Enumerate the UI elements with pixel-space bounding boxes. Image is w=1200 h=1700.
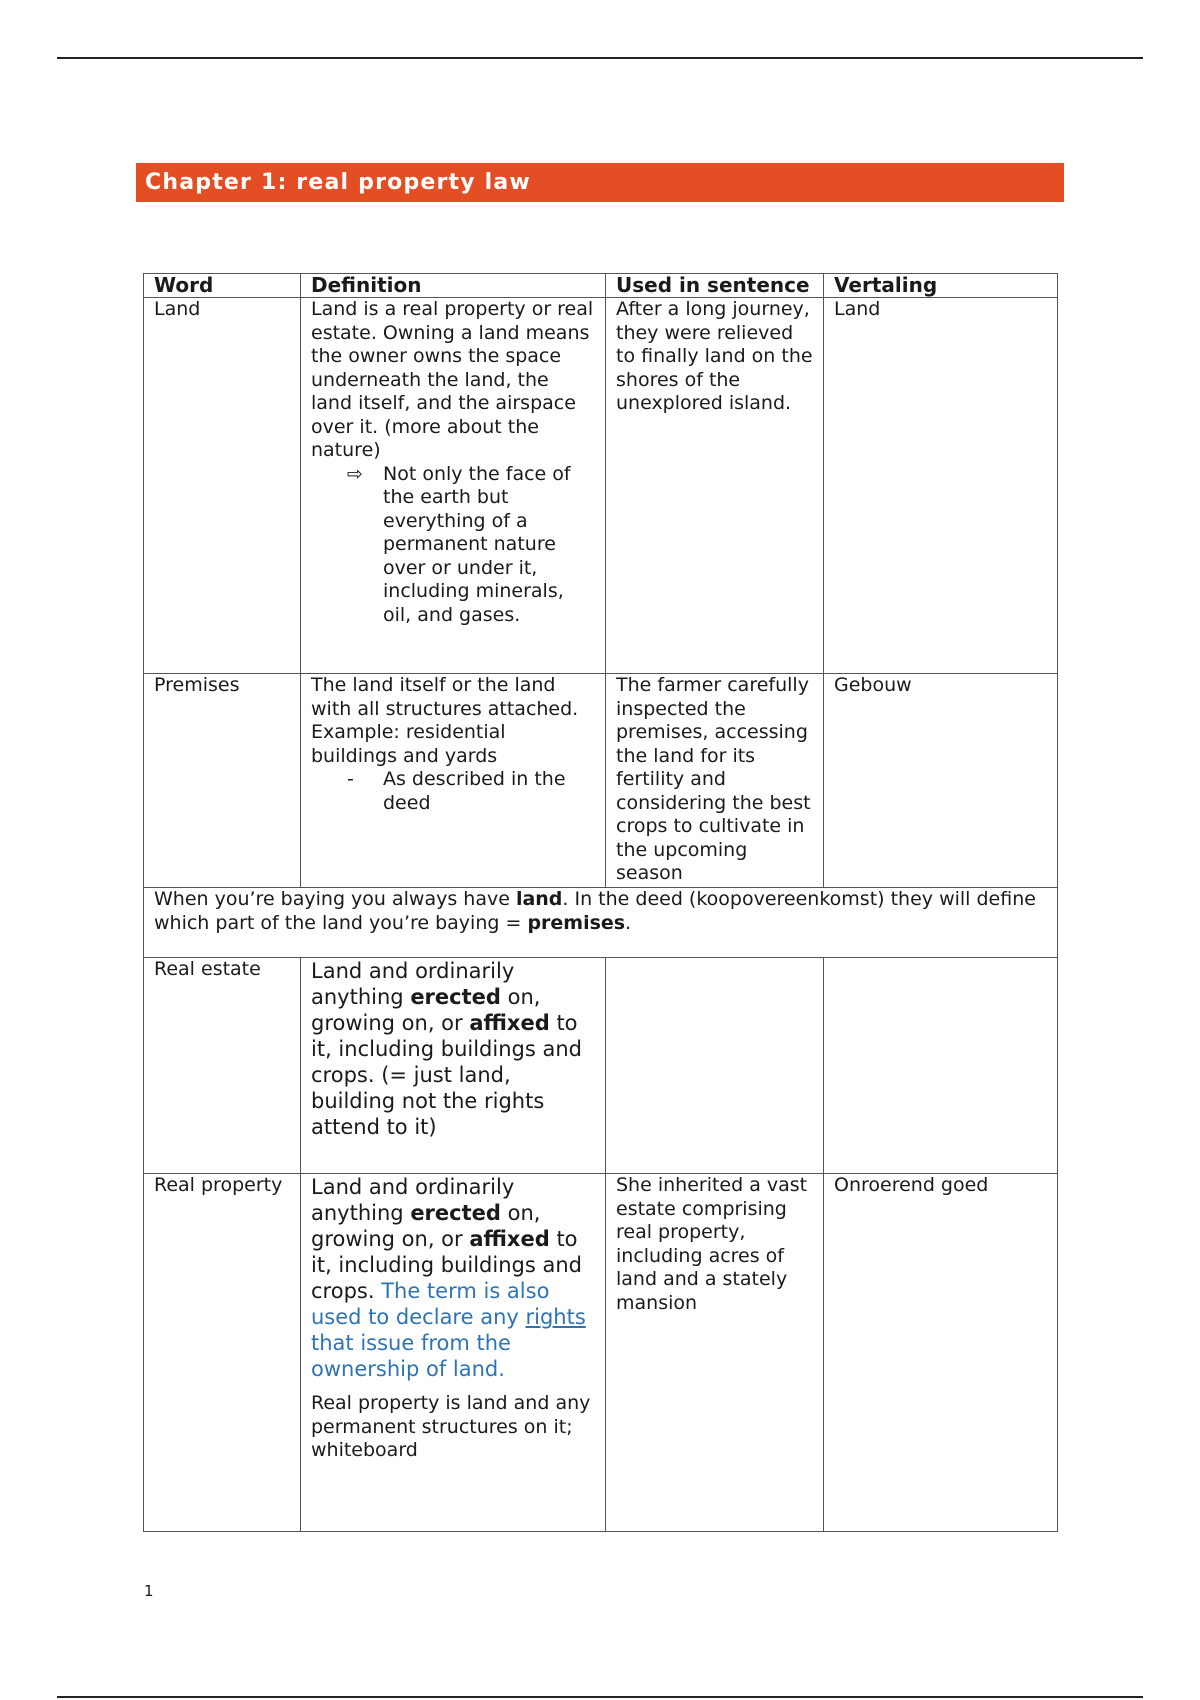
header-definition: Definition <box>301 274 606 298</box>
definition-text: Land and ordinarily anything erected on, growing on, or affixed to it, including buildings and crops. The term is also used to declare any rights that issue from the ownership of land. <box>311 1175 586 1381</box>
page-number: 1 <box>144 1582 154 1600</box>
definition-text: The land itself or the land with all structures attached. Example: residential buildings and yards <box>311 674 579 767</box>
bullet-text: As described in the deed <box>383 768 566 814</box>
translation-cell <box>824 958 1058 1174</box>
definition-text: Land is a real property or real estate. Owning a land means the owner owns the space underneath the land, the land itself, and the airspace over it. (more about the nature) <box>311 298 594 461</box>
note-bold-land: land <box>515 888 563 910</box>
definition-bullet <box>311 768 595 815</box>
definition-cell <box>301 1174 606 1532</box>
sentence-cell: The farmer carefully inspected the premises, accessing the land for its fertility and considering the best crops to cultivate in the upcoming season <box>606 674 824 888</box>
bullet-text: Not only the face of the earth but everything of a permanent nature over or under it, including minerals, oil, and gases. <box>383 462 571 626</box>
header-word: Word <box>144 274 301 298</box>
table-row <box>144 958 1058 1174</box>
translation-cell: Land <box>824 298 1058 674</box>
vocabulary-table <box>143 273 1058 1532</box>
rights-link[interactable]: rights <box>525 1305 586 1329</box>
word-cell: Land <box>144 298 301 674</box>
table-row <box>144 1174 1058 1532</box>
arrow-bullet-icon: ⇨ <box>347 462 363 485</box>
table-row <box>144 674 1058 888</box>
definition-cell: Land and ordinarily anything erected on, growing on, or affixed to it, including buildings and crops. (= just land, building not the rights attend to it) <box>301 958 606 1174</box>
note-cell: When you’re baying you always have land. In the deed (koopovereenkomst) they will define which part of the land you’re baying = premises. <box>144 888 1058 958</box>
word-cell: Real property <box>144 1174 301 1532</box>
table-header-row <box>144 274 1058 298</box>
footer-rule <box>57 1696 1143 1698</box>
definition-cell <box>301 674 606 888</box>
sentence-cell: After a long journey, they were relieved to finally land on the shores of the unexplored island. <box>606 298 824 674</box>
note-row <box>144 888 1058 958</box>
note-bold-premises: premises <box>527 911 626 934</box>
chapter-title: Chapter 1: real property law <box>136 163 1064 202</box>
header-translation: Vertaling <box>824 274 1058 298</box>
table-row <box>144 298 1058 674</box>
translation-cell: Gebouw <box>824 674 1058 888</box>
header-rule <box>57 57 1143 59</box>
definition-extra: Real property is land and any permanent structures on it; whiteboard <box>311 1392 591 1461</box>
dash-bullet-icon: - <box>347 768 354 790</box>
sentence-cell <box>606 958 824 1174</box>
sentence-cell: She inherited a vast estate comprising real property, including acres of land and a stately mansion <box>606 1174 824 1532</box>
header-sentence: Used in sentence <box>606 274 824 298</box>
word-cell: Real estate <box>144 958 301 1174</box>
word-cell: Premises <box>144 674 301 888</box>
blue-highlight-text: The term is also used to declare any rights that issue from the ownership of land. <box>311 1279 586 1381</box>
translation-cell: Onroerend goed <box>824 1174 1058 1532</box>
definition-bullet <box>311 463 595 628</box>
definition-cell <box>301 298 606 674</box>
